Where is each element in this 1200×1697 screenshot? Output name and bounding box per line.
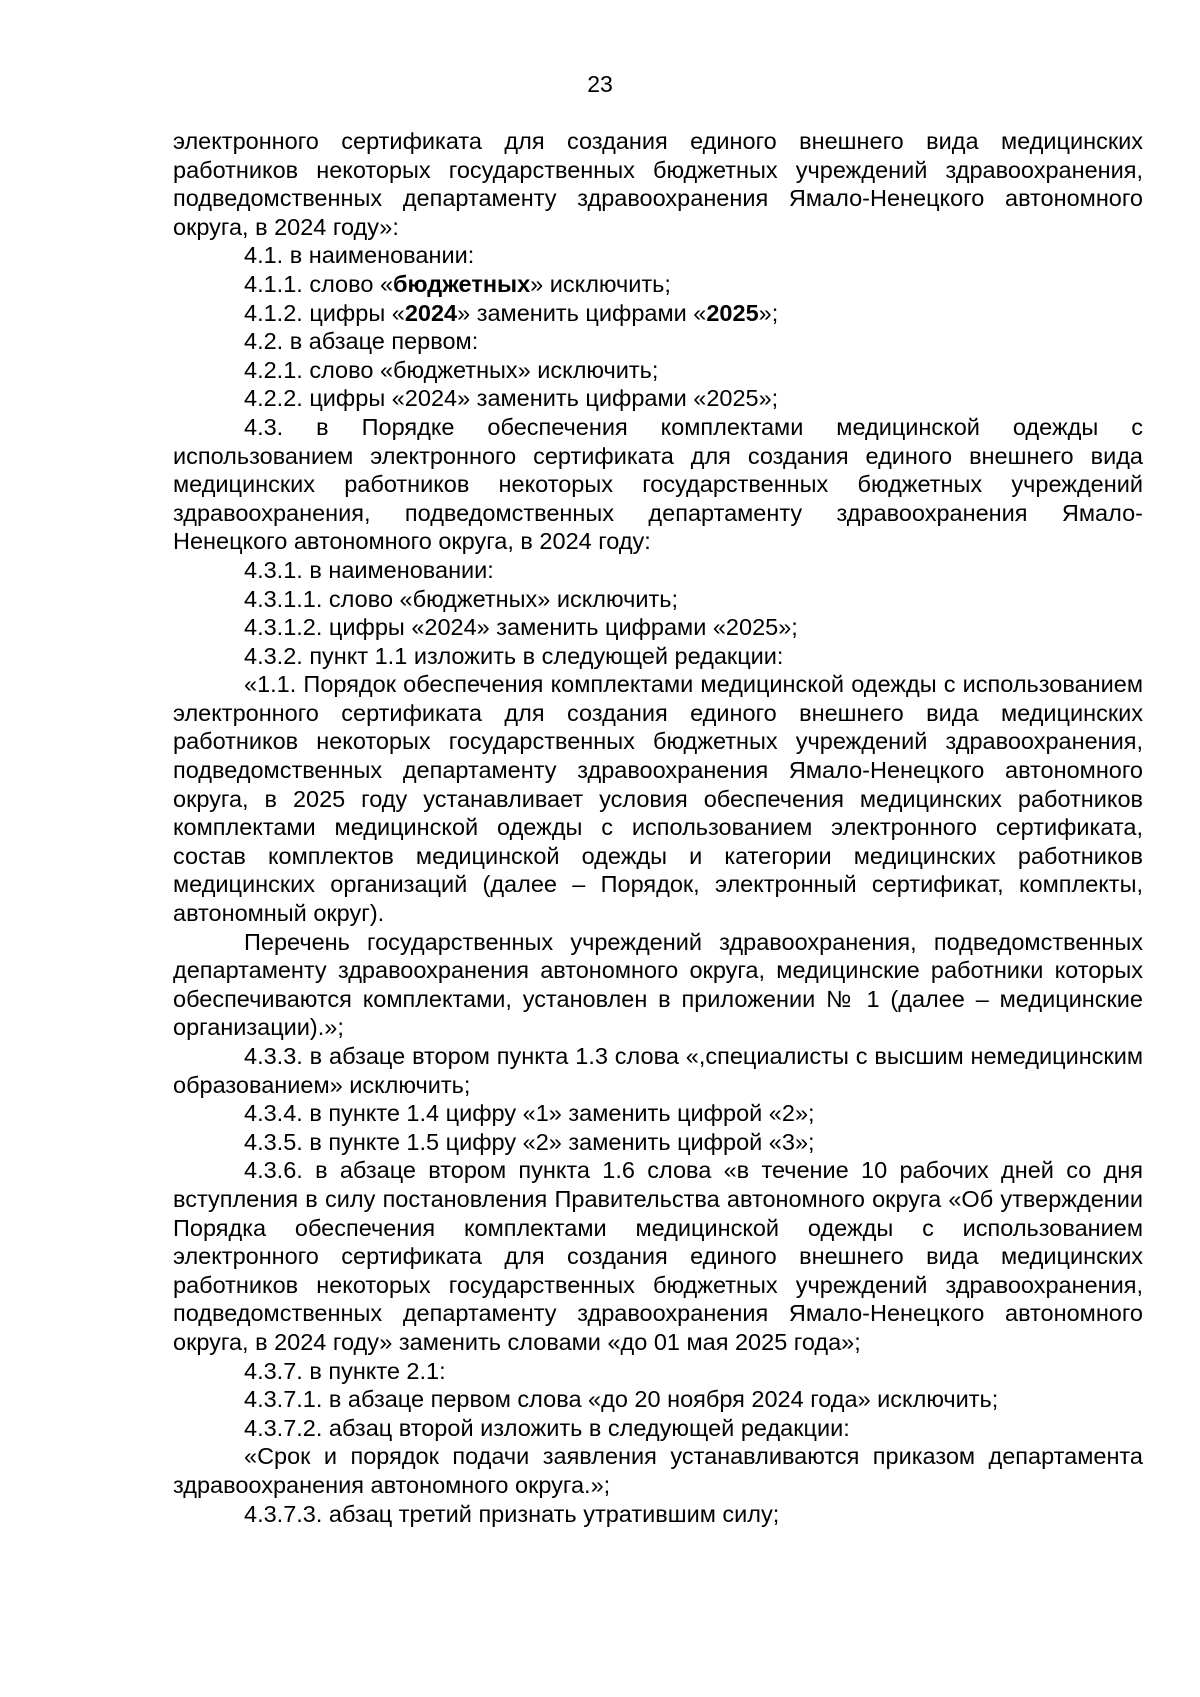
paragraph: 4.3.7.1. в абзаце первом слова «до 20 ноября 2024 года» исключить; (244, 1386, 999, 1413)
paragraph: 4.3.5. в пункте 1.5 цифру «2» заменить цифрой «3»; (244, 1128, 815, 1155)
paragraph: 4.3.7.2. абзац второй изложить в следующей редакции: (244, 1414, 850, 1441)
text-span: » заменить цифрами « (457, 299, 707, 326)
paragraph: 4.2.2. цифры «2024» заменить цифрами «2025»; (244, 385, 779, 412)
paragraph: 4.3. в Порядке обеспечения комплектами медицинской одежды с использованием электронного сертификата для создания единого внешнего вида медицинских работников некоторых государственных бюджетных учреждений здравоохранения, подведомственных департаменту здравоохранения Ямало-Ненецкого автономного округа, в 2024 году: (173, 413, 1143, 555)
bold-text: 2024 (404, 299, 458, 326)
paragraph: Перечень государственных учреждений здравоохранения, подведомственных департаменту здравоохранения автономного округа, медицинские работники которых обеспечиваются комплектами, установлен в приложении № 1 (далее – медицинские организации).»; (173, 928, 1143, 1041)
paragraph (173, 270, 1143, 299)
paragraph: «1.1. Порядок обеспечения комплектами медицинской одежды с использованием электронного сертификата для создания единого внешнего вида медицинских работников некоторых государственных бюджетных учреждений здравоохранения, подведомственных департаменту здравоохранения Ямало-Ненецкого автономного округа, в 2025 году устанавливает условия обеспечения медицинских работников комплектами медицинской одежды с использованием электронного сертификата, состав комплектов медицинской одежды и категории медицинских работников медицинских организаций (далее – Порядок, электронный сертификат, комплекты, автономный округ). (173, 671, 1143, 927)
paragraph: 4.3.7. в пункте 2.1: (244, 1357, 446, 1384)
paragraph: 4.3.1.1. слово «бюджетных» исключить; (244, 585, 679, 612)
text-span: 4.1.2. цифры « (244, 299, 405, 326)
page-number: 23 (587, 71, 613, 97)
paragraph: 4.3.6. в абзаце втором пункта 1.6 слова «в течение 10 рабочих дней со дня вступления в силу постановления Правительства автономного округа «Об утверждении Порядка обеспечения комплектами медицинской одежды с использованием электронного сертификата для создания единого внешнего вида медицинских работников некоторых государственных бюджетных учреждений здравоохранения, подведомственных департаменту здравоохранения Ямало-Ненецкого автономного округа, в 2024 году» заменить словами «до 01 мая 2025 года»; (173, 1157, 1143, 1355)
paragraph: электронного сертификата для создания единого внешнего вида медицинских работников некоторых государственных бюджетных учреждений здравоохранения, подведомственных департаменту здравоохранения Ямало-Ненецкого автономного округа, в 2024 году»: (173, 128, 1143, 240)
paragraph: 4.2.1. слово «бюджетных» исключить; (244, 356, 659, 383)
document-body (173, 127, 1143, 1528)
paragraph: 4.3.4. в пункте 1.4 цифру «1» заменить цифрой «2»; (244, 1100, 815, 1127)
bold-text: бюджетных (393, 270, 531, 297)
paragraph: 4.3.7.3. абзац третий признать утратившим силу; (244, 1500, 780, 1527)
bold-text: 2025 (706, 299, 759, 326)
paragraph: 4.2. в абзаце первом: (244, 328, 479, 355)
text-span: 4.1.1. слово « (244, 270, 394, 297)
paragraph: «Срок и порядок подачи заявления устанавливаются приказом департамента здравоохранения автономного округа.»; (173, 1443, 1143, 1498)
paragraph (173, 299, 1143, 328)
text-span: »; (758, 299, 779, 326)
paragraph: 4.3.3. в абзаце втором пункта 1.3 слова «,специалисты с высшим немедицинским образованием» исключить; (173, 1043, 1143, 1098)
paragraph: 4.3.1.2. цифры «2024» заменить цифрами «2025»; (244, 614, 798, 641)
paragraph: 4.3.2. пункт 1.1 изложить в следующей редакции: (244, 642, 784, 669)
text-span: » исключить; (530, 270, 671, 297)
paragraph: 4.3.1. в наименовании: (244, 556, 494, 583)
paragraph: 4.1. в наименовании: (244, 242, 475, 269)
